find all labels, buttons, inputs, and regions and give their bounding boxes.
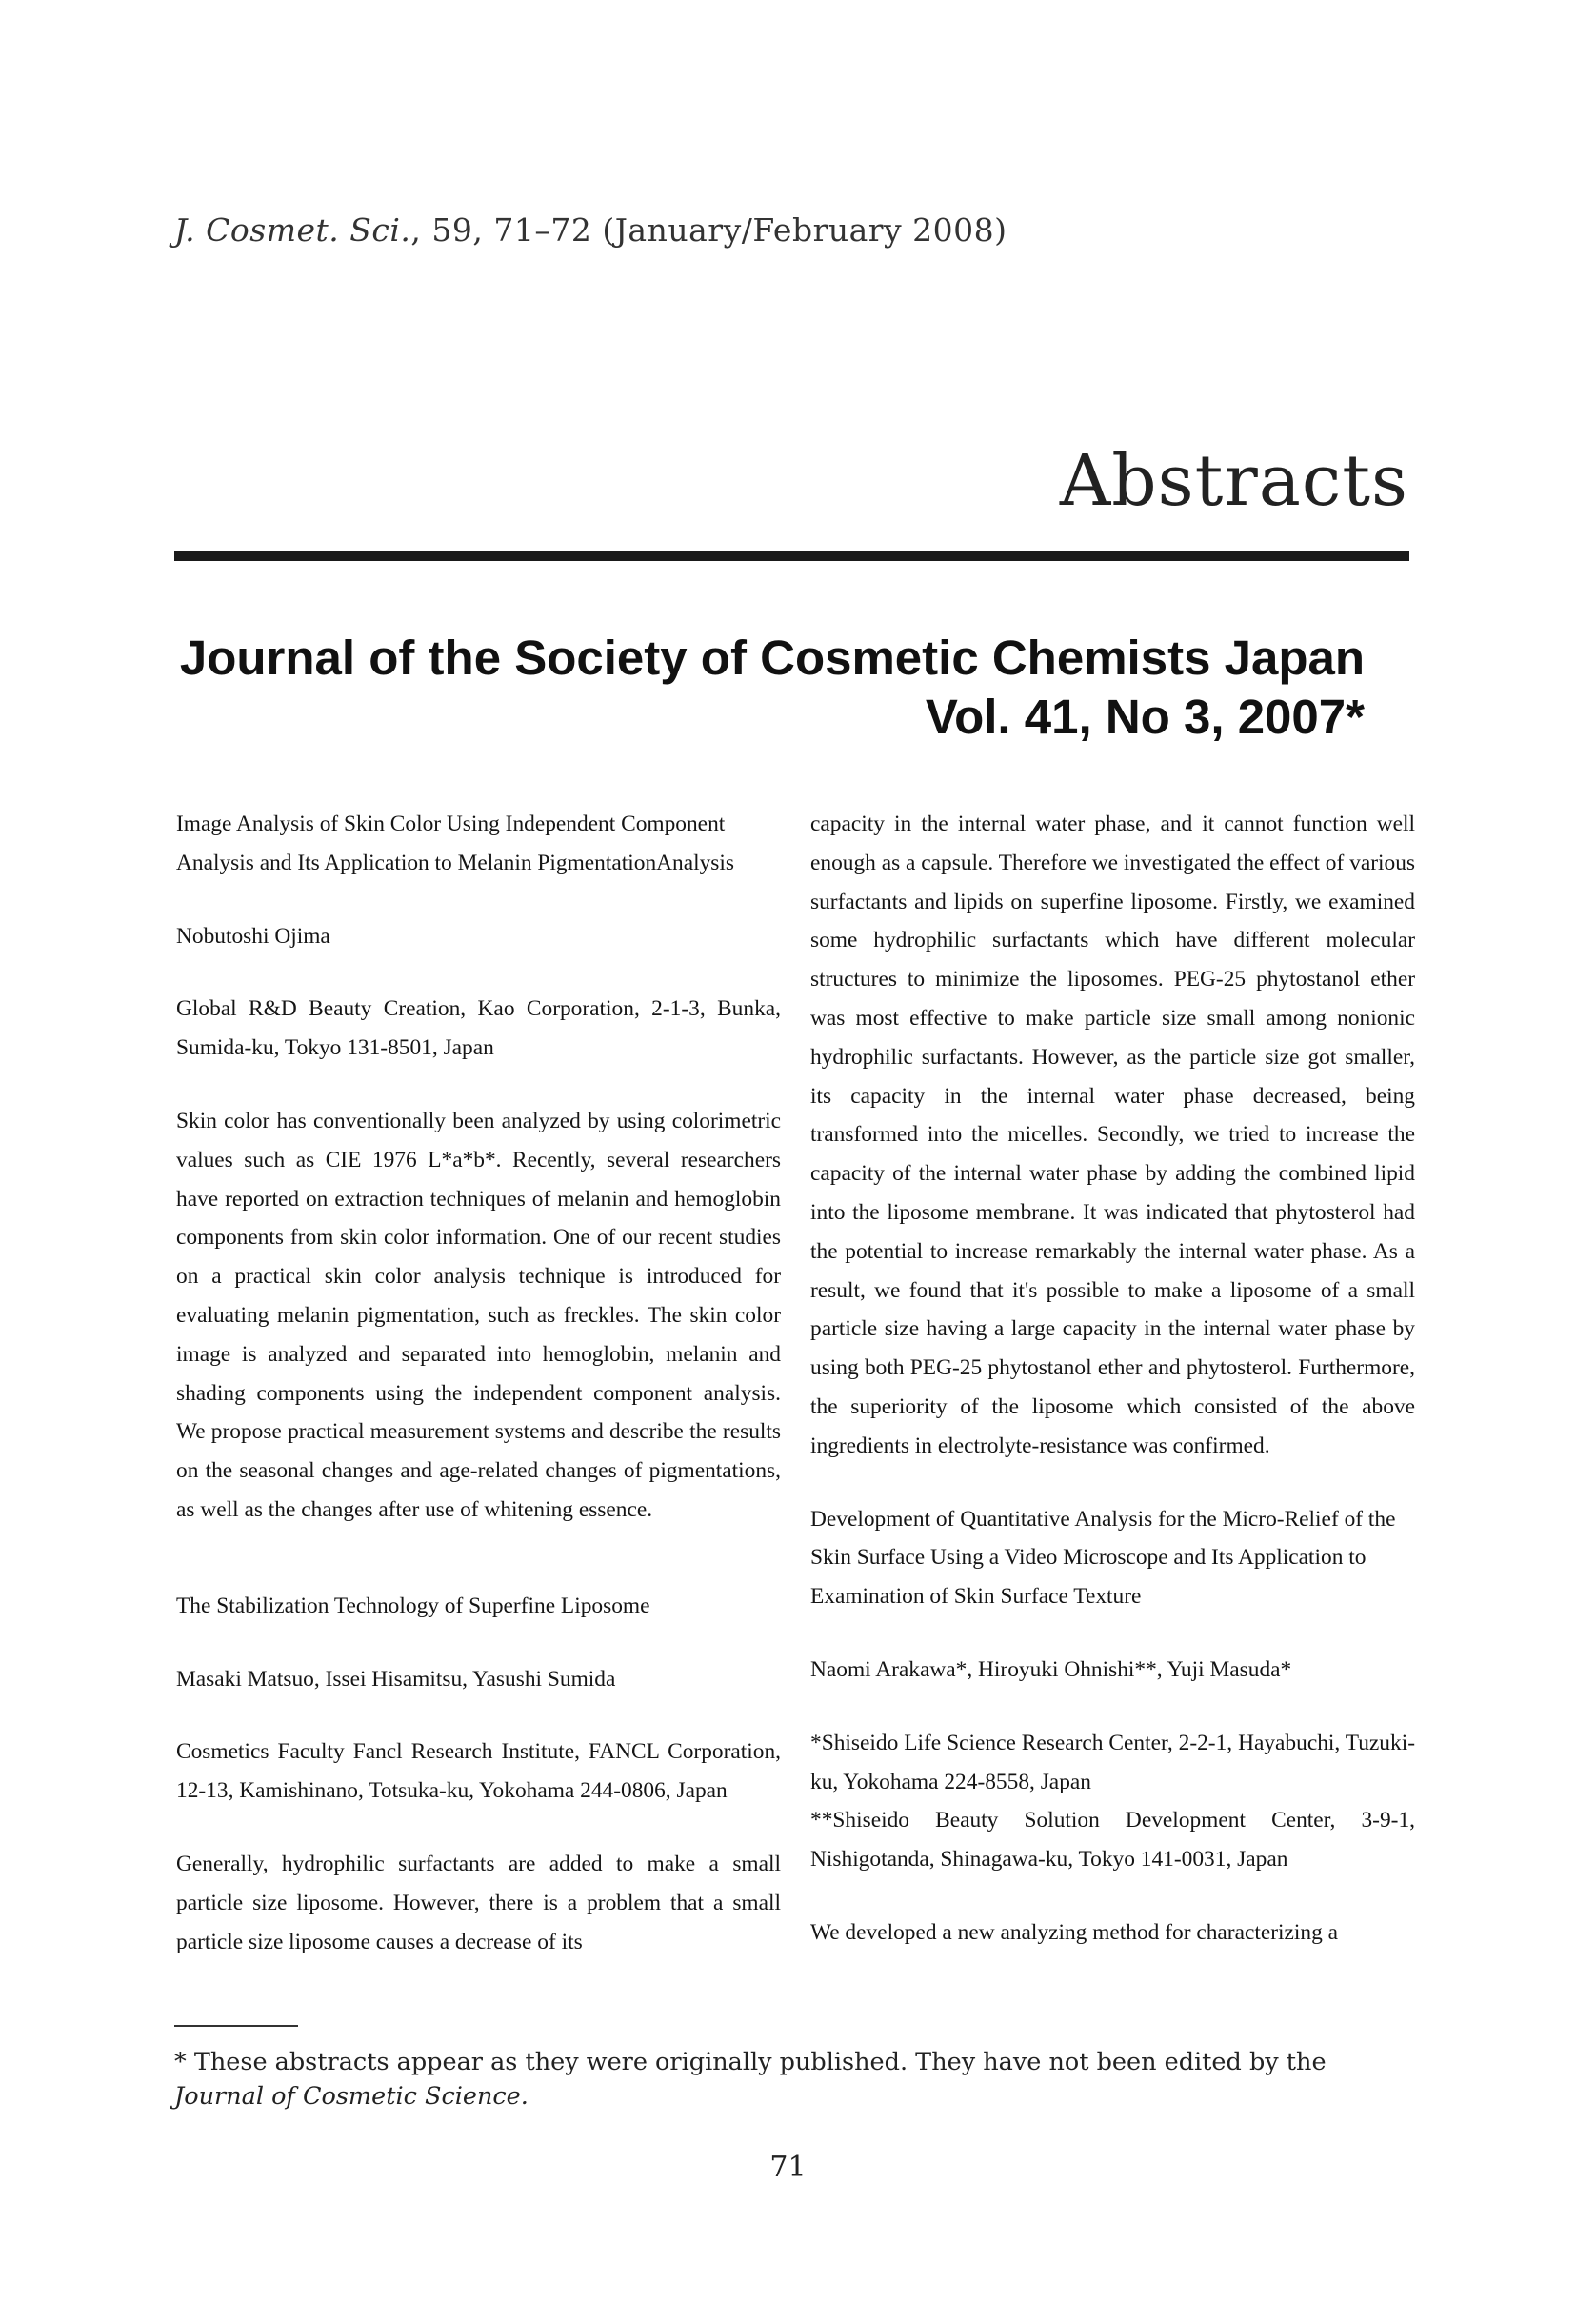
abstract-affiliation: Global R&D Beauty Creation, Kao Corporation, 2-1-3, Bunka, Sumida-ku, Tokyo 131-8501, Japan xyxy=(176,996,781,1061)
abstract-title: Image Analysis of Skin Color Using Independent Component Analysis and Its Application to Melanin PigmentationAnalysis xyxy=(176,811,735,875)
citation-header xyxy=(174,211,1007,249)
left-column xyxy=(176,805,781,1978)
abstract-authors: Masaki Matsuo, Issei Hisamitsu, Yasushi Sumida xyxy=(176,1666,616,1692)
abstract-body: Generally, hydrophilic surfactants are added to make a small particle size liposome. However, there is a problem that a small particle size liposome causes a decrease of its xyxy=(176,1851,781,1954)
abstract-authors: Naomi Arakawa*, Hiroyuki Ohnishi**, Yuji Masuda* xyxy=(810,1656,1292,1682)
source-journal-name: Journal of the Society of Cosmetic Chemists Japan xyxy=(179,631,1365,685)
abstract-body: Skin color has conventionally been analyzed by using colorimetric values such as CIE 1976 L*a*b*. Recently, several researchers have reported on extraction techniques of melanin and hemoglobin components from skin color information. One of our recent studies on a practical skin color analysis technique is introduced for evaluating melanin pigmentation, such as freckles. The skin color image is analyzed and separated into hemoglobin, melanin and shading components using the independent component analysis. We propose practical measurement systems and describe the results on the seasonal changes and age-related changes of pigmentations, as well as the changes after use of whitening essence. xyxy=(176,1108,781,1522)
footnote-text: * These abstracts appear as they were originally published. They have not been edited by the xyxy=(174,2048,1327,2076)
right-column xyxy=(810,805,1415,1970)
footnote xyxy=(174,2045,1412,2114)
source-journal-volume: Vol. 41, No 3, 2007* xyxy=(925,690,1365,744)
journal-abbreviation: J. Cosmet. Sci. xyxy=(174,211,411,249)
abstract-title: Development of Quantitative Analysis for the Micro-Relief of the Skin Surface Using a Video Microscope and Its Application to Examination of Skin Surface Texture xyxy=(810,1506,1396,1610)
section-title: Abstracts xyxy=(1059,440,1408,522)
abstract-affiliation: **Shiseido Beauty Solution Development Center, 3-9-1, Nishigotanda, Shinagawa-ku, Tokyo 141-0031, Japan xyxy=(810,1808,1415,1873)
abstract-authors: Nobutoshi Ojima xyxy=(176,923,330,949)
abstract-affiliation: Cosmetics Faculty Fancl Research Institute, FANCL Corporation, 12-13, Kamishinano, Totsuka-ku, Yokohama 244-0806, Japan xyxy=(176,1739,781,1804)
source-journal-heading xyxy=(174,629,1365,747)
section-divider xyxy=(174,551,1409,561)
page-number: 71 xyxy=(769,2151,807,2184)
abstract-body: We developed a new analyzing method for characterizing a xyxy=(810,1919,1339,1945)
abstract-title: The Stabilization Technology of Superfine Liposome xyxy=(176,1593,650,1618)
citation-details: , 59, 71–72 (January/February 2008) xyxy=(410,211,1007,249)
abstract-affiliation: *Shiseido Life Science Research Center, 2-2-1, Hayabuchi, Tuzuki-ku, Yokohama 224-8558, Japan xyxy=(810,1730,1415,1794)
footnote-journal-name: Journal of Cosmetic Science. xyxy=(174,2082,529,2111)
abstract-body-continued: capacity in the internal water phase, and it cannot function well enough as a capsule. Therefore we investigated the effect of various surfactants and lipids on superfine liposome. Firstly, we examined some hydrophilic surfactants which have different molecular structures to minimize the liposomes. PEG-25 phytostanol ether was most effective to make particle size small among nonionic hydrophilic surfactants. However, as the particle size got smaller, its capacity in the internal water phase decreased, being transformed into the micelles. Secondly, we tried to increase the capacity of the internal water phase by adding the combined lipid into the liposome membrane. It was indicated that phytosterol had the potential to increase remarkably the internal water phase. As a result, we found that it's possible to make a liposome of a small particle size having a large capacity in the internal water phase by using both PEG-25 phytostanol ether and phytosterol. Furthermore, the superiority of the liposome which consisted of the above ingredients in electrolyte-resistance was confirmed. xyxy=(810,811,1415,1458)
footnote-divider xyxy=(174,2025,298,2027)
